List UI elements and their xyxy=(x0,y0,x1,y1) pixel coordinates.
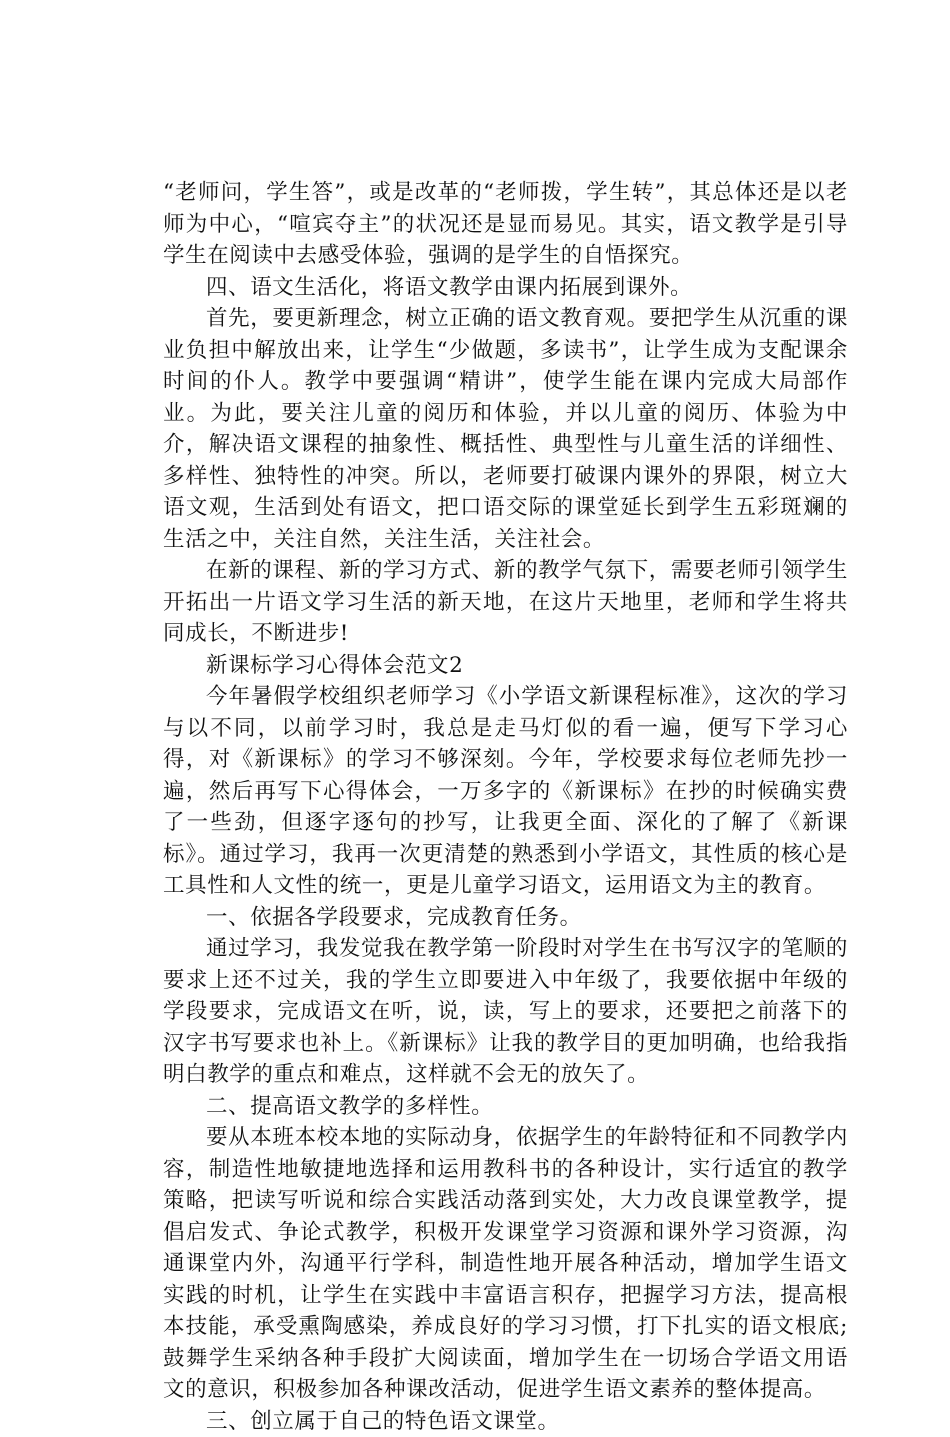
paragraph-8: 通过学习，我发觉我在教学第一阶段时对学生在书写汉字的笔顺的要求上还不过关，我的学生立即要进入中年级了，我要依据中年级的学段要求，完成语文在听，说，读，写上的要求，还要把之前落下的汉字书写要求也补上。《新课标》让我的教学目的更加明确，也给我指明白教学的重点和难点，这样就不会无的放矢了。 xyxy=(163,933,848,1091)
section-heading-3: 三、创立属于自己的特色语文课堂。 xyxy=(163,1406,848,1437)
section-heading-4: 四、语文生活化，将语文教学由课内拓展到课外。 xyxy=(163,272,848,304)
section-heading-2: 二、提高语文教学的多样性。 xyxy=(163,1091,848,1123)
paragraph-6: 今年暑假学校组织老师学习《小学语文新课程标准》，这次的学习与以不同，以前学习时，我总是走马灯似的看一遍，便写下学习心得，对《新课标》的学习不够深刻。今年，学校要求每位老师先抄一遍，然后再写下心得体会，一万多字的《新课标》在抄的时候确实费了一些劲，但逐字逐句的抄写，让我更全面、深化的了解了《新课标》。通过学习，我再一次更清楚的熟悉到小学语文，其性质的核心是工具性和人文性的统一，更是儿童学习语文，运用语文为主的教育。 xyxy=(163,681,848,902)
paragraph-4: 在新的课程、新的学习方式、新的教学气氛下，需要老师引领学生开拓出一片语文学习生活的新天地，在这片天地里，老师和学生将共同成长，不断进步! xyxy=(163,555,848,650)
paragraph-10: 要从本班本校本地的实际动身，依据学生的年龄特征和不同教学内容，制造性地敏捷地选择和运用教科书的各种设计，实行适宜的教学策略，把读写听说和综合实践活动落到实处，大力改良课堂教学，提倡启发式、争论式教学，积极开发课堂学习资源和课外学习资源，沟通课堂内外，沟通平行学科，制造性地开展各种活动，增加学生语文实践的时机，让学生在实践中丰富语言积存，把握学习方法，提高根本技能，承受熏陶感染，养成良好的学习习惯，打下扎实的语文根底;鼓舞学生采纳各种手段扩大阅读面，增加学生在一切场合学语文用语文的意识，积极参加各种课改活动，促进学生语文素养的整体提高。 xyxy=(163,1122,848,1406)
paragraph-3: 首先，要更新理念，树立正确的语文教育观。要把学生从沉重的课业负担中解放出来，让学生“少做题，多读书”，让学生成为支配课余时间的仆人。教学中要强调“精讲”，使学生能在课内完成大局部作业。为此，要关注儿童的阅历和体验，并以儿童的阅历、体验为中介，解决语文课程的抽象性、概括性、典型性与儿童生活的详细性、多样性、独特性的冲突。所以，老师要打破课内课外的界限，树立大语文观，生活到处有语文，把口语交际的课堂延长到学生五彩斑斓的生活之中，关注自然，关注生活，关注社会。 xyxy=(163,303,848,555)
essay-title-2: 新课标学习心得体会范文2 xyxy=(163,650,848,682)
section-heading-1: 一、依据各学段要求，完成教育任务。 xyxy=(163,902,848,934)
document-body xyxy=(163,177,848,1437)
paragraph-1: “老师问，学生答”，或是改革的“老师拨，学生转”，其总体还是以老师为中心，“喧宾夺主”的状况还是显而易见。其实，语文教学是引导学生在阅读中去感受体验，强调的是学生的自悟探究。 xyxy=(163,177,848,272)
